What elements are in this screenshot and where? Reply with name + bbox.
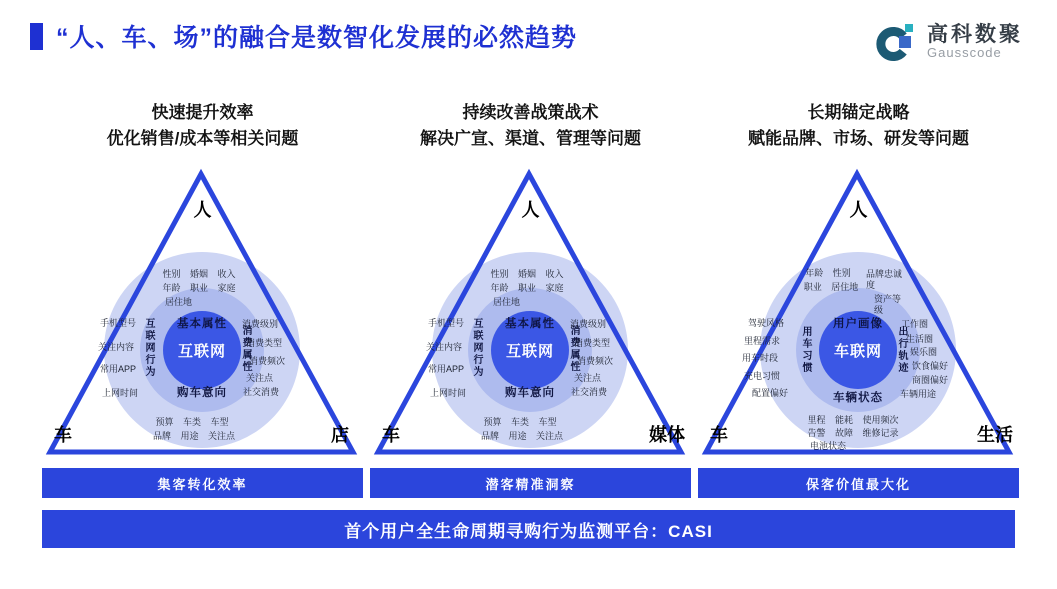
attribute-label: 社交消费 [571,387,608,397]
attribute-label: 车辆用途 [900,389,937,399]
corner-label-left: 车 [382,425,400,445]
attribute-label: 电池状态 [810,441,847,451]
attribute-label: 关注内容 [426,342,463,352]
attribute-label: 品牌忠诚度 [866,269,903,290]
logo-text [927,23,1023,60]
ring-label-bottom: 购车意向 [505,387,555,399]
ring-label-top: 用户画像 [833,318,883,330]
kpi-bar-value: 保客价值最大化 [698,468,1019,498]
ring-label-right: 消费属性 [568,325,579,373]
title-marker [30,23,43,50]
ring-label-left: 互联网行为 [143,318,154,378]
center-circle: 互联网 [491,311,569,389]
attribute-label: 充电习惯 [744,371,781,381]
attribute-label: 社交消费 [243,387,280,397]
attribute-label: 工作圈 [901,319,929,329]
center-circle: 互联网 [163,311,241,389]
triangle-diagram [370,168,691,460]
attribute-label: 性别 婚姻 收入 [490,269,564,279]
attribute-label: 饮食偏好 [912,361,949,371]
company-logo [874,20,1023,64]
attribute-label: 消费类型 [574,338,611,348]
logo-name-en: Gausscode [927,45,1002,61]
attribute-label: 资产等级 [874,294,902,315]
footer-banner: 首个用户全生命周期寻购行为监测平台：CASI [42,510,1015,548]
corner-label-left: 车 [710,425,728,445]
attribute-label: 品牌 用途 关注点 [480,431,564,441]
title-block [30,18,577,54]
column-header-line2: 解决广宣、渠道、管理等问题 [420,128,641,148]
apex-label: 人 [193,200,212,220]
attribute-label: 手机型号 [100,318,137,328]
attribute-label: 配置偏好 [752,388,789,398]
attribute-label: 告警 故障 维修记录 [807,428,899,438]
column-header-line1: 快速提升效率 [151,103,254,122]
corner-label-right: 媒体 [649,425,685,445]
attribute-label: 关注点 [574,373,602,383]
attribute-label: 娱乐圈 [910,347,938,357]
attribute-label: 商圈偏好 [912,375,949,385]
attribute-label: 消费频次 [249,356,286,366]
column-header-line2: 优化销售/成本等相关问题 [106,128,299,148]
attribute-label: 预算 车类 车型 [483,417,557,427]
column-header [370,100,691,152]
attribute-label: 年龄 职业 家庭 [162,283,236,293]
diagram-columns [42,88,1057,498]
apex-label: 人 [521,200,540,220]
column-header-line1: 持续改善战策战术 [462,103,599,122]
attribute-label: 居住地 [493,297,521,307]
logo-name-cn: 高科数聚 [927,23,1023,47]
ring-label-right: 消费属性 [240,325,251,373]
attribute-label: 年龄 性别 [805,268,851,278]
attribute-label: 关注内容 [98,342,135,352]
attribute-label: 常用APP [100,364,137,374]
slide-header [0,0,1057,88]
ring-label-top: 基本属性 [177,318,227,330]
triangle-diagram [42,168,363,460]
column-header-line1: 长期锚定战略 [807,103,910,122]
page-title: “人、车、场”的融合是数智化发展的必然趋势 [56,24,578,52]
attribute-label: 上网时间 [430,388,467,398]
attribute-label: 消费级别 [242,319,279,329]
column-header-line2: 赋能品牌、市场、研发等问题 [748,128,969,148]
column-media [370,100,691,498]
ring-label-top: 基本属性 [505,318,555,330]
column-lifestyle [698,100,1019,498]
attribute-label: 消费类型 [246,338,283,348]
attribute-label: 生活圈 [906,334,934,344]
attribute-label: 里程需求 [744,336,781,346]
attribute-label: 年龄 职业 家庭 [490,283,564,293]
ring-label-bottom: 车辆状态 [833,392,883,404]
ring-label-bottom: 购车意向 [177,387,227,399]
attribute-label: 居住地 [165,297,193,307]
kpi-bar-insight: 潜客精准洞察 [370,468,691,498]
column-header [42,100,363,152]
triangle-diagram [698,168,1019,460]
column-sales [42,100,363,498]
apex-label: 人 [849,200,868,220]
attribute-label: 上网时间 [102,388,139,398]
attribute-label: 消费级别 [570,319,607,329]
kpi-bar-conversion: 集客转化效率 [42,468,363,498]
attribute-label: 关注点 [246,373,274,383]
attribute-label: 消费频次 [577,356,614,366]
ring-label-left: 用车习惯 [800,326,811,374]
attribute-label: 性别 婚姻 收入 [162,269,236,279]
attribute-label: 职业 居住地 [803,282,859,292]
ring-label-right: 出行轨迹 [896,326,907,374]
column-header [698,100,1019,152]
corner-label-right: 店 [331,425,349,445]
gausscode-logo-icon [874,20,918,64]
attribute-label: 驾驶风格 [748,318,785,328]
attribute-label: 里程 能耗 使用频次 [807,415,899,425]
attribute-label: 用车时段 [742,353,779,363]
center-circle: 车联网 [819,311,897,389]
attribute-label: 手机型号 [428,318,465,328]
corner-label-right: 生活 [977,425,1013,445]
corner-label-left: 车 [54,425,72,445]
attribute-label: 品牌 用途 关注点 [152,431,236,441]
attribute-label: 常用APP [428,364,465,374]
ring-label-left: 互联网行为 [471,318,482,378]
attribute-label: 预算 车类 车型 [155,417,229,427]
